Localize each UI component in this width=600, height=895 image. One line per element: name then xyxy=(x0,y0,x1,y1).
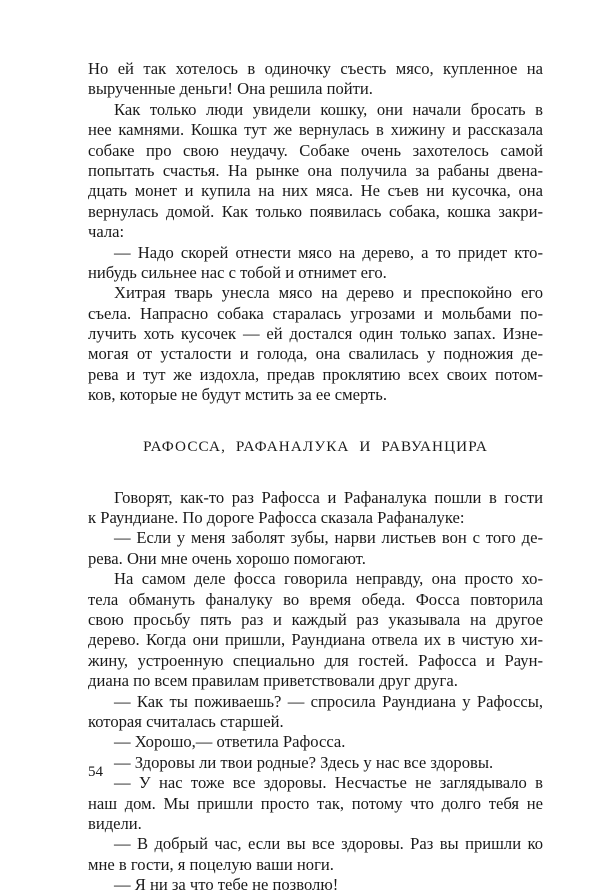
text-line: — Я ни за что тебе не позволю! xyxy=(114,875,339,895)
text-line: видели. xyxy=(88,813,142,833)
text-line: чала: xyxy=(88,222,125,242)
text-line: Говорят, как-то раз Рафосса и Рафаналука пошли в гости xyxy=(114,487,543,507)
text-line: нибудь сильнее нас с тобой и отнимет его. xyxy=(88,262,387,282)
page-number: 54 xyxy=(88,764,103,780)
text-line: наш дом. Мы пришли просто так, потому что долго тебя не xyxy=(88,793,543,813)
story-ending-text xyxy=(88,59,543,406)
text-line: попытать счастья. На рынке она получила за рабаны двена- xyxy=(88,160,543,180)
text-line: которая считалась старшей. xyxy=(88,711,284,731)
text-line: Как только люди увидели кошку, они начали бросать в xyxy=(114,99,543,119)
text-line: ков, которые не будут мстить за ее смерть. xyxy=(88,385,388,405)
text-line: нее камнями. Кошка тут же вернулась в хижину и рассказала xyxy=(88,120,543,140)
text-line: жину, устроенную специально для гостей. Рафосса и Раун- xyxy=(88,650,543,670)
text-line: Но ей так хотелось в одиночку съесть мясо, купленное на xyxy=(88,59,543,78)
text-line: диана по всем правилам приветствовали друг друга. xyxy=(88,671,458,691)
text-line: вернулась домой. Как только появилась собака, кошка закри- xyxy=(88,201,543,221)
text-line: — Надо скорей отнести мясо на дерево, а то придет кто- xyxy=(114,242,543,262)
text-line: — В добрый час, если вы все здоровы. Раз вы пришли ко xyxy=(114,834,543,854)
text-line: Хитрая тварь унесла мясо на дерево и преспокойно его xyxy=(114,283,543,303)
text-line: рева и тут же издохла, предав проклятию всех своих потом- xyxy=(88,364,543,384)
text-line: мне в гости, я поцелую ваши ноги. xyxy=(88,854,334,874)
text-line: могая от усталости и голода, она свалилась у подножия де- xyxy=(88,344,543,364)
page-body xyxy=(88,59,543,895)
text-line: к Раундиане. По дороге Рафосса сказала Рафаналуке: xyxy=(88,508,465,528)
text-line: На самом деле фосса говорила неправду, она просто хо- xyxy=(114,569,543,589)
text-line: тела обмануть фаналуку во время обеда. Фосса повторила xyxy=(88,589,543,609)
text-line: свою просьбу пять раз и каждый раз указывала на другое xyxy=(88,609,543,629)
text-line: — Хорошо,— ответила Рафосса. xyxy=(114,732,346,752)
text-line: — Если у меня заболят зубы, нарви листьев вон с того де- xyxy=(114,528,543,548)
text-line: — Здоровы ли твои родные? Здесь у нас все здоровы. xyxy=(114,752,494,772)
text-line: съела. Напрасно собака старалась угрозами и мольбами по- xyxy=(88,303,543,323)
text-line: лучить хоть кусочек — ей достался один только запах. Изне- xyxy=(88,324,543,344)
text-line: — Как ты поживаешь? — спросила Раундиана у Рафоссы, xyxy=(114,691,543,711)
text-line: дерево. Когда они пришли, Раундиана отвела их в чистую хи- xyxy=(88,630,543,650)
text-line: собаке про свою неудачу. Собаке очень захотелось самой xyxy=(88,140,543,160)
story-title: РАФОССА, РАФАНАЛУКА И РАВУАНЦИРА xyxy=(143,437,488,455)
text-line: — У нас тоже все здоровы. Несчастье не заглядывало в xyxy=(114,773,543,793)
text-line: рева. Они мне очень хорошо помогают. xyxy=(88,548,366,568)
text-line: дцать монет и купила на них мяса. Не съев ни кусочка, она xyxy=(88,181,543,201)
text-line: вырученные деньги! Она решила пойти. xyxy=(88,79,373,99)
story-text xyxy=(88,488,543,895)
